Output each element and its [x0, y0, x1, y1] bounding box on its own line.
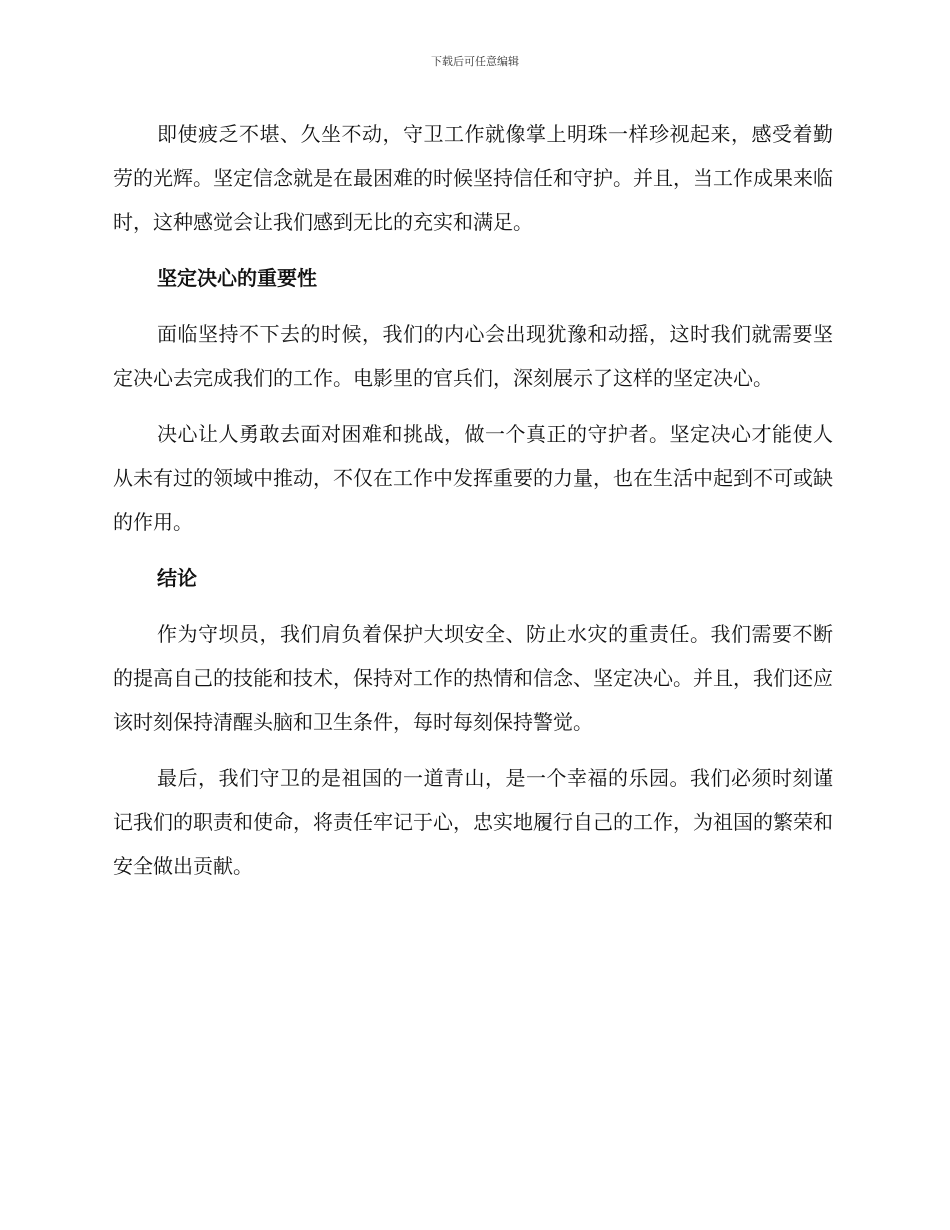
section-heading-conclusion: 结论	[157, 566, 197, 590]
paragraph-4: 作为守坝员，我们肩负着保护大坝安全、防止水灾的重责任。我们需要不断的提高自己的技能和技术，保持对工作的热情和信念、坚定决心。并且，我们还应该时刻保持清醒头脑和卫生条件，每时每刻保持警觉。	[113, 622, 833, 734]
paragraph-1: 即使疲乏不堪、久坐不动，守卫工作就像掌上明珠一样珍视起来，感受着勤劳的光辉。坚定信念就是在最困难的时候坚持信任和守护。并且，当工作成果来临时，这种感觉会让我们感到无比的充实和满足。	[113, 122, 833, 234]
paragraph-5: 最后，我们守卫的是祖国的一道青山，是一个幸福的乐园。我们必须时刻谨记我们的职责和使命，将责任牢记于心，忠实地履行自己的工作，为祖国的繁荣和安全做出贡献。	[113, 766, 833, 878]
paragraph-2: 面临坚持不下去的时候，我们的内心会出现犹豫和动摇，这时我们就需要坚定决心去完成我们的工作。电影里的官兵们，深刻展示了这样的坚定决心。	[113, 322, 833, 390]
paragraph-3: 决心让人勇敢去面对困难和挑战，做一个真正的守护者。坚定决心才能使人从未有过的领域中推动，不仅在工作中发挥重要的力量，也在生活中起到不可或缺的作用。	[113, 422, 833, 534]
section-heading-importance: 坚定决心的重要性	[157, 266, 317, 290]
page-header: 下载后可任意编辑	[431, 55, 519, 68]
document-body	[113, 112, 833, 900]
